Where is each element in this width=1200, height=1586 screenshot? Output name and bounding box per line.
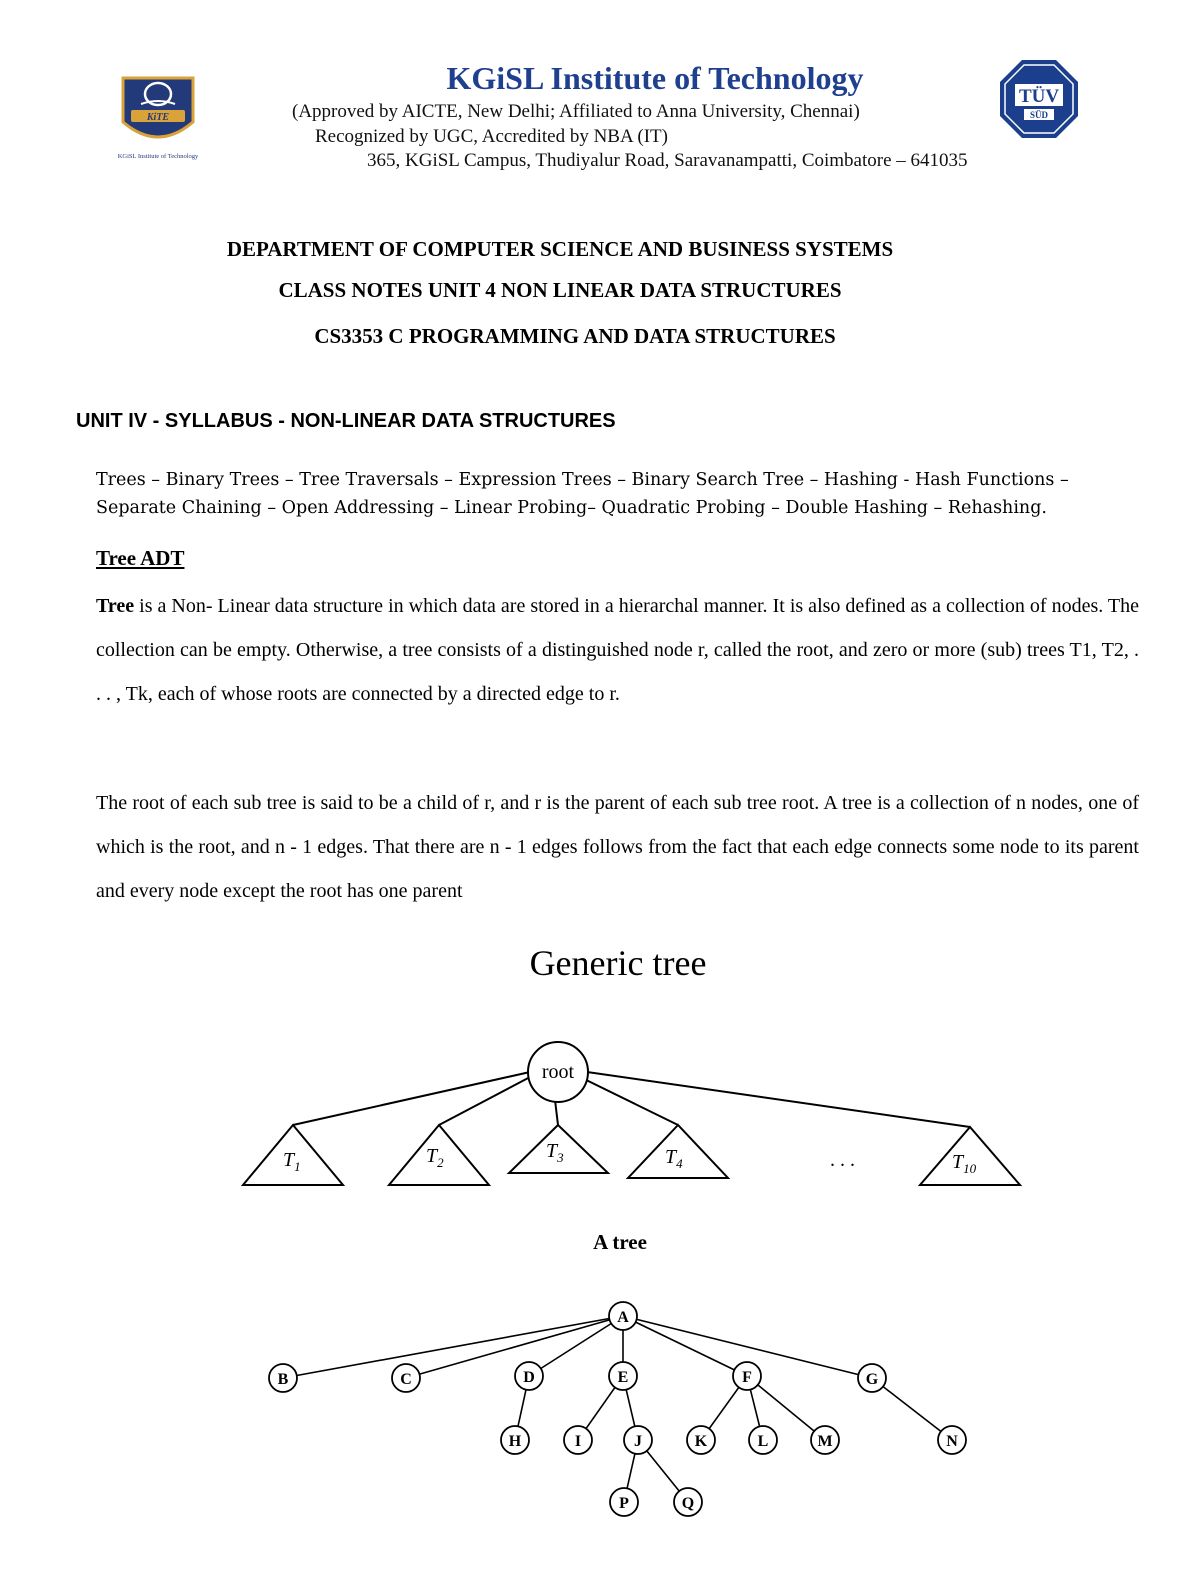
- svg-text:G: G: [865, 1371, 879, 1388]
- generic-tree-diagram: [230, 1030, 1030, 1200]
- tree-node-F: [733, 1362, 761, 1390]
- svg-text:B: B: [277, 1371, 289, 1388]
- tree-node-D: [515, 1362, 543, 1390]
- tree-node-I: [564, 1426, 592, 1454]
- svg-text:I: I: [574, 1433, 582, 1450]
- class-notes-title: CLASS NOTES UNIT 4 NON LINEAR DATA STRUCTURES: [278, 278, 842, 302]
- subtree-label: $T_3$: [546, 1140, 564, 1165]
- tree-node-Q: [674, 1488, 702, 1516]
- tree-edge-A-C: [406, 1316, 623, 1378]
- svg-text:K: K: [694, 1433, 708, 1450]
- address-line: 365, KGiSL Campus, Thudiyalur Road, Saravanampatti, Coimbatore – 641035: [367, 150, 968, 171]
- tree-node-G: [858, 1364, 886, 1392]
- example-tree-caption: A tree: [593, 1230, 647, 1254]
- tree-node-K: [687, 1426, 715, 1454]
- generic-tree-title: Generic tree: [529, 943, 707, 983]
- unit-heading: UNIT IV - SYLLABUS - NON-LINEAR DATA STRUCTURES: [76, 410, 616, 432]
- tree-node-H: [501, 1426, 529, 1454]
- subtree-label: $T_4$: [665, 1146, 683, 1171]
- approval-line: (Approved by AICTE, New Delhi; Affiliated to Anna University, Chennai): [292, 101, 860, 122]
- tree-node-M: [811, 1426, 839, 1454]
- svg-text:C: C: [400, 1371, 412, 1388]
- svg-text:L: L: [757, 1433, 769, 1450]
- tree-term: Tree: [96, 595, 135, 617]
- svg-text:H: H: [508, 1433, 522, 1450]
- tree-edge-G-N: [872, 1378, 952, 1440]
- svg-text:D: D: [523, 1369, 535, 1386]
- tree-adt-heading: Tree ADT: [96, 546, 185, 570]
- svg-text:A: A: [617, 1309, 629, 1326]
- tree-node-J: [624, 1426, 652, 1454]
- tree-node-P: [610, 1488, 638, 1516]
- svg-text:N: N: [946, 1433, 958, 1450]
- svg-text:J: J: [634, 1433, 642, 1450]
- tree-node-E: [609, 1362, 637, 1390]
- svg-text:E: E: [617, 1369, 629, 1386]
- tree-node-B: [269, 1364, 297, 1392]
- accreditation-line: Recognized by UGC, Accredited by NBA (IT): [315, 126, 668, 147]
- svg-text:P: P: [619, 1495, 629, 1512]
- subtree-paragraph: The root of each sub tree is said to be a child of r, and r is the parent of each sub tree root. A tree is a collection of n nodes, one of which is the root, and n - 1 edges. That there are n - 1 edges follows from the fact that each edge connects some node to its parent and every node except the root has one parent: [96, 792, 1139, 902]
- tree-edge-A-F: [623, 1316, 747, 1376]
- tree-node-L: [749, 1426, 777, 1454]
- svg-text:F: F: [742, 1369, 752, 1386]
- root-label: root: [541, 1061, 575, 1083]
- tree-edge-A-B: [283, 1316, 623, 1378]
- subtree-label: $T_1$: [283, 1149, 301, 1174]
- syllabus-text: Trees – Binary Trees – Tree Traversals – Expression Trees – Binary Search Tree – Hashing - Hash Functions – Separate Chaining – Open Addressing – Linear Probing– Quadratic Probing – Double Hashing – Rehashing.: [96, 470, 1069, 518]
- institute-name: KGiSL Institute of Technology: [446, 60, 864, 96]
- sud-text: SÜD: [1029, 110, 1049, 120]
- svg-text:Q: Q: [681, 1495, 695, 1512]
- ellipsis-label: . . .: [830, 1149, 855, 1171]
- department-title: DEPARTMENT OF COMPUTER SCIENCE AND BUSINESS SYSTEMS: [226, 237, 894, 261]
- tree-node-N: [938, 1426, 966, 1454]
- tree-node-C: [392, 1364, 420, 1392]
- subtree-label: $T_2$: [426, 1145, 444, 1170]
- subtree-label: $T_{10}$: [952, 1151, 977, 1176]
- course-title: CS3353 C PROGRAMMING AND DATA STRUCTURES: [314, 324, 836, 348]
- kite-badge-text: KiTE: [146, 112, 170, 123]
- tree-definition-text: is a Non- Linear data structure in which data are stored in a hierarchal manner. It is also defined as a collection of nodes. The collection can be empty. Otherwise, a tree consists of a distinguished node r, called the root, and zero or more (sub) trees T1, T2, . . . , Tk, each of whose roots are connected by a directed edge to r.: [96, 595, 1139, 705]
- tree-definition-paragraph: [96, 584, 1139, 716]
- tree-node-A: [609, 1302, 637, 1330]
- example-tree-diagram: [250, 1290, 990, 1530]
- svg-text:M: M: [817, 1433, 833, 1450]
- kite-logo-caption: KGiSL Institute of Technology: [117, 153, 199, 160]
- tuv-text: TÜV: [1018, 86, 1060, 107]
